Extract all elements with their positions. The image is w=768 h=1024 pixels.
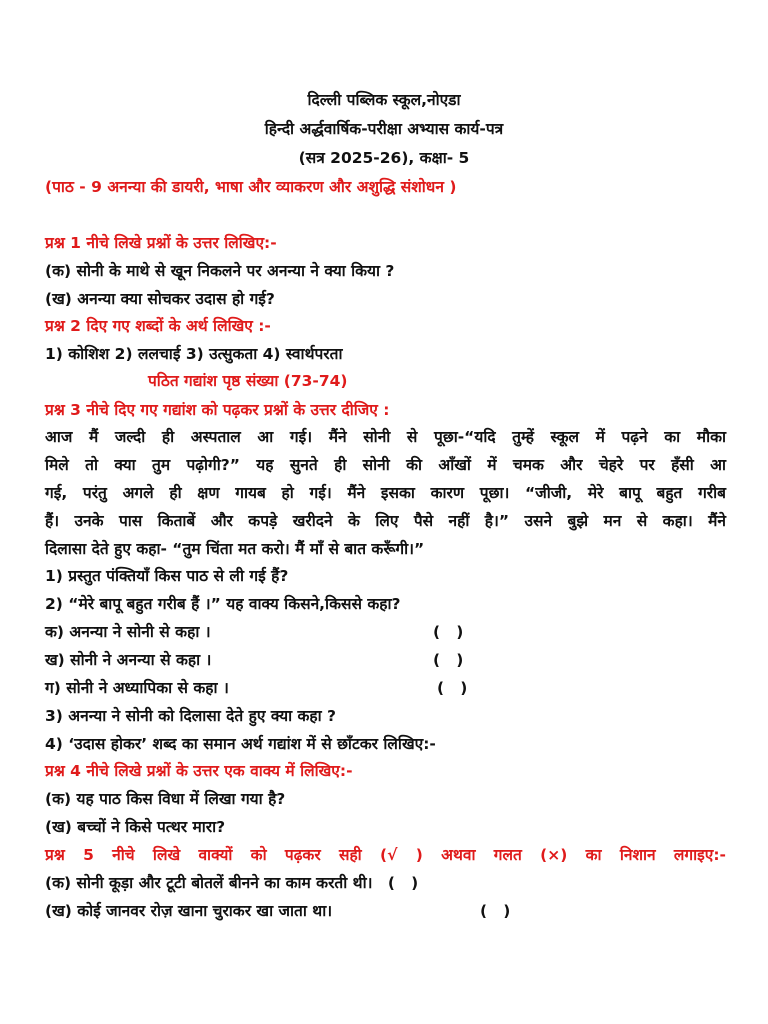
option-a-bracket[interactable]: ( ): [433, 623, 464, 641]
q5-heading: प्रश्न 5 नीचे लिखे वाक्यों को पढ़कर सही (√ ) अथवा गलत (×) का निशान लगाइए:-: [45, 846, 726, 864]
q3-sub-2: 2) “मेरे बापू बहुत गरीब हैं ।” यह वाक्य किसने,किससे कहा?: [45, 595, 401, 613]
option-a-text: क) अनन्या ने सोनी से कहा ।: [45, 623, 211, 641]
passage-line-1: आज मैं जल्दी ही अस्पताल आ गई। मैंने सोनी से पूछा-“यदि तुम्हें स्कूल में पढ़ने का मौका: [45, 428, 726, 446]
passage-line-3: गई, परंतु अगले ही क्षण गायब हो गई। मैंने इसका कारण पूछा। “जीजी, मेरे बापू बहुत गरीब: [45, 484, 726, 502]
option-b-text: ख) सोनी ने अनन्या से कहा ।: [45, 651, 212, 669]
q5-part-a-text: (क) सोनी कूड़ा और टूटी बोतलें बीनने का काम करती थी।: [45, 874, 373, 892]
q3-option-c: [45, 674, 726, 702]
option-c-bracket[interactable]: ( ): [437, 679, 468, 697]
passage-line-4: हैं। उनके पास किताबें और कपड़े खरीदने के लिए पैसे नहीं है।” उसने बुझे मन से कहा। मैंने: [45, 512, 726, 530]
q1-heading: प्रश्न 1 नीचे लिखे प्रश्नों के उत्तर लिखिए:-: [45, 234, 277, 252]
q3-option-b: [45, 646, 726, 674]
q3-sub-4: 4) ‘उदास होकर’ शब्द का समान अर्थ गद्यांश में से छाँटकर लिखिए:-: [45, 735, 436, 753]
q4-heading: प्रश्न 4 नीचे लिखे प्रश्नों के उत्तर एक वाक्य में लिखिए:-: [45, 762, 353, 780]
q1-part-b: (ख) अनन्या क्या सोचकर उदास हो गई?: [45, 290, 275, 308]
q3-sub-3: 3) अनन्या ने सोनी को दिलासा देते हुए क्या कहा ?: [45, 707, 337, 725]
q5-part-b-bracket[interactable]: ( ): [480, 902, 511, 920]
q4-part-b: (ख) बच्चों ने किसे पत्थर मारा?: [45, 818, 226, 836]
topics-line: (पाठ - 9 अनन्या की डायरी, भाषा और व्याकरण और अशुद्धि संशोधन ): [45, 178, 457, 196]
q3-option-a: [45, 618, 726, 646]
q3-sub-1: 1) प्रस्तुत पंक्तियाँ किस पाठ से ली गई हैं?: [45, 567, 289, 585]
q1-part-a: (क) सोनी के माथे से खून निकलने पर अनन्या ने क्या किया ?: [45, 262, 395, 280]
session-class: (सत्र 2025-26), कक्षा- 5: [298, 149, 470, 167]
worksheet-title: हिन्दी अर्द्धवार्षिक-परीक्षा अभ्यास कार्य-पत्र: [264, 120, 504, 138]
q4-part-a: (क) यह पाठ किस विधा में लिखा गया है?: [45, 790, 286, 808]
q5-part-a: [45, 869, 726, 897]
q5-part-b-text: (ख) कोई जानवर रोज़ खाना चुराकर खा जाता था।: [45, 902, 333, 920]
passage-line-2: मिले तो क्या तुम पढ़ोगी?” यह सुनते ही सोनी की आँखों में चमक और चेहरे पर हँसी आ: [45, 456, 726, 474]
passage-line-5: दिलासा देते हुए कहा- “तुम चिंता मत करो। मैं माँ से बात करूँगी।”: [45, 540, 425, 558]
q5-part-b: [45, 897, 726, 925]
q2-heading: प्रश्न 2 दिए गए शब्दों के अर्थ लिखिए :-: [45, 317, 271, 335]
q3-heading: प्रश्न 3 नीचे दिए गए गद्यांश को पढ़कर प्रश्नों के उत्तर दीजिए :: [45, 401, 390, 419]
school-name: दिल्ली पब्लिक स्कूल,नोएडा: [307, 91, 461, 109]
q2-words: 1) कोशिश 2) ललचाई 3) उत्सुकता 4) स्वार्थपरता: [45, 345, 343, 363]
option-b-bracket[interactable]: ( ): [433, 651, 464, 669]
q5-part-a-bracket[interactable]: ( ): [387, 874, 419, 892]
passage-heading: पठित गद्यांश पृष्ठ संख्या (73-74): [148, 372, 348, 390]
option-c-text: ग) सोनी ने अध्यापिका से कहा ।: [45, 679, 229, 697]
